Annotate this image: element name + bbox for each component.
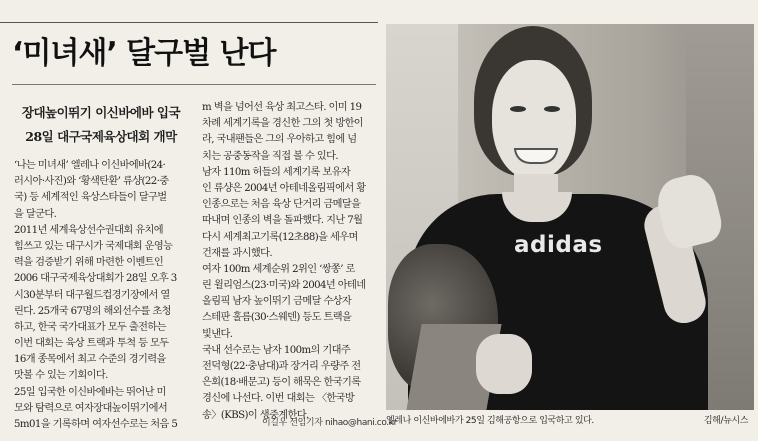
article-line: 전덕형(22·충남대)과 장거리 우량주 전 [202,361,361,372]
article-line: 남자 110m 허들의 세계기록 보유자 [202,166,351,178]
article-line: 인종으로는 처음 육상 단거리 금메달을 [202,199,361,211]
subhead-1: 장대높이뛰기 이신바에바 입국 [21,105,181,120]
article-line: 16개 종목에서 최고 수준의 경기력을 [14,354,166,366]
article-line: 시30분부터 대구월드컵경기장에서 열 [14,289,170,301]
photo-caption [386,413,754,426]
photo-eye-right [544,106,560,112]
article-line: 25일 입국한 이신바에바는 뛰어난 미 [14,386,166,398]
article-line: 경신에 나선다. 이번 대회는 〈한국방 [202,393,355,405]
article-line: 송〉(KBS)이 생중계한다. [202,409,309,421]
athlete-photo [386,24,754,410]
article-line: 라, 국내팬들은 그의 우아하고 힘에 넘 [202,134,357,146]
byline: 이길우 선임기자 nihao@hani.co.kr [262,418,397,428]
subhead-2: 28일 대구국제육상대회 개막 [25,129,177,144]
article-line: 린 윌리엄스(23·미국)와 2004년 아테네 [202,280,366,292]
article-line: ‘나는 미녀새’ 엘레나 이신바에바(24· [14,160,166,171]
article-line: 력을 검증받기 위해 마련한 이벤트인 [14,257,164,269]
photo-credit: 김해/뉴시스 [703,416,748,426]
article-line: 빛낸다. [202,328,233,340]
article-line: 국내 선수로는 남자 100m의 기대주 [202,344,351,356]
article-line: 스테판 홀름(30·스웨덴) 등도 트랙을 [202,312,352,324]
photo-holding-hand [476,334,532,394]
article-line: 2011년 세계육상선수권대회 유치에 [14,224,163,236]
article-line: 인 류샹은 2004년 아테네올림픽에서 황 [202,182,366,194]
article-line: 올림픽 남자 높이뛰기 금메달 수상자 [202,296,352,308]
article-column-1 [14,158,196,433]
headline-rule [12,84,376,85]
article-line: 차례 세계기록을 경신한 그의 첫 방한이 [202,118,364,130]
shirt-logo-text: adidas [514,232,603,258]
article-line: 따내며 인종의 벽을 돌파했다. 지난 7월 [202,215,363,227]
article-line: 2006 대구국제육상대회가 28일 오후 3 [14,273,177,285]
article-line: 모와 탐력으로 여자장대높이뛰기에서 [14,402,168,414]
article-line: 여자 100m 세계순위 2위인 ‘쌍쫑’ 로 [202,263,355,275]
photo-caption-text: 엘레나 이신바에바가 25일 김해공항으로 입국하고 있다. [386,416,594,426]
article-line: 을 달군다. [14,208,57,220]
headline: ‘미녀새’ 달구벌 난다 [12,36,276,71]
article-line: 은회(18·배문고) 등이 해묵은 한국기록 [202,377,361,389]
article-line: 국) 등 세계적인 육상스타들이 달구벌 [14,192,167,204]
article-line: m 벽을 넘어선 육상 최고스타. 이미 19 [202,102,362,113]
article-line: 맛볼 수 있는 기회이다. [14,370,108,382]
article-line: 러시아·사진)와 ‘황색탄환’ 류샹(22·중 [14,176,169,188]
article-line: 다시 세계최고기록(12초88)을 세우며 [202,231,358,243]
article-line: 건재를 과시했다. [202,247,272,259]
article-line: 이번 대회는 육상 트랙과 투척 등 모두 [14,338,169,350]
top-rule [0,22,378,23]
article-line: 린다. 25개국 67명의 해외선수를 초청 [14,305,171,317]
photo-eye-left [510,106,526,112]
article-line: 하고, 한국 국가대표가 모두 출전하는 [14,321,166,333]
article-line: 5m01을 기록하며 여자선수로는 처음 5 [14,419,178,430]
article-line: 힘쓰고 있는 대구시가 국제대회 운영능 [14,240,173,252]
article-column-2 [202,100,380,424]
article-line: 치는 공중동작을 직접 볼 수 있다. [202,150,338,162]
